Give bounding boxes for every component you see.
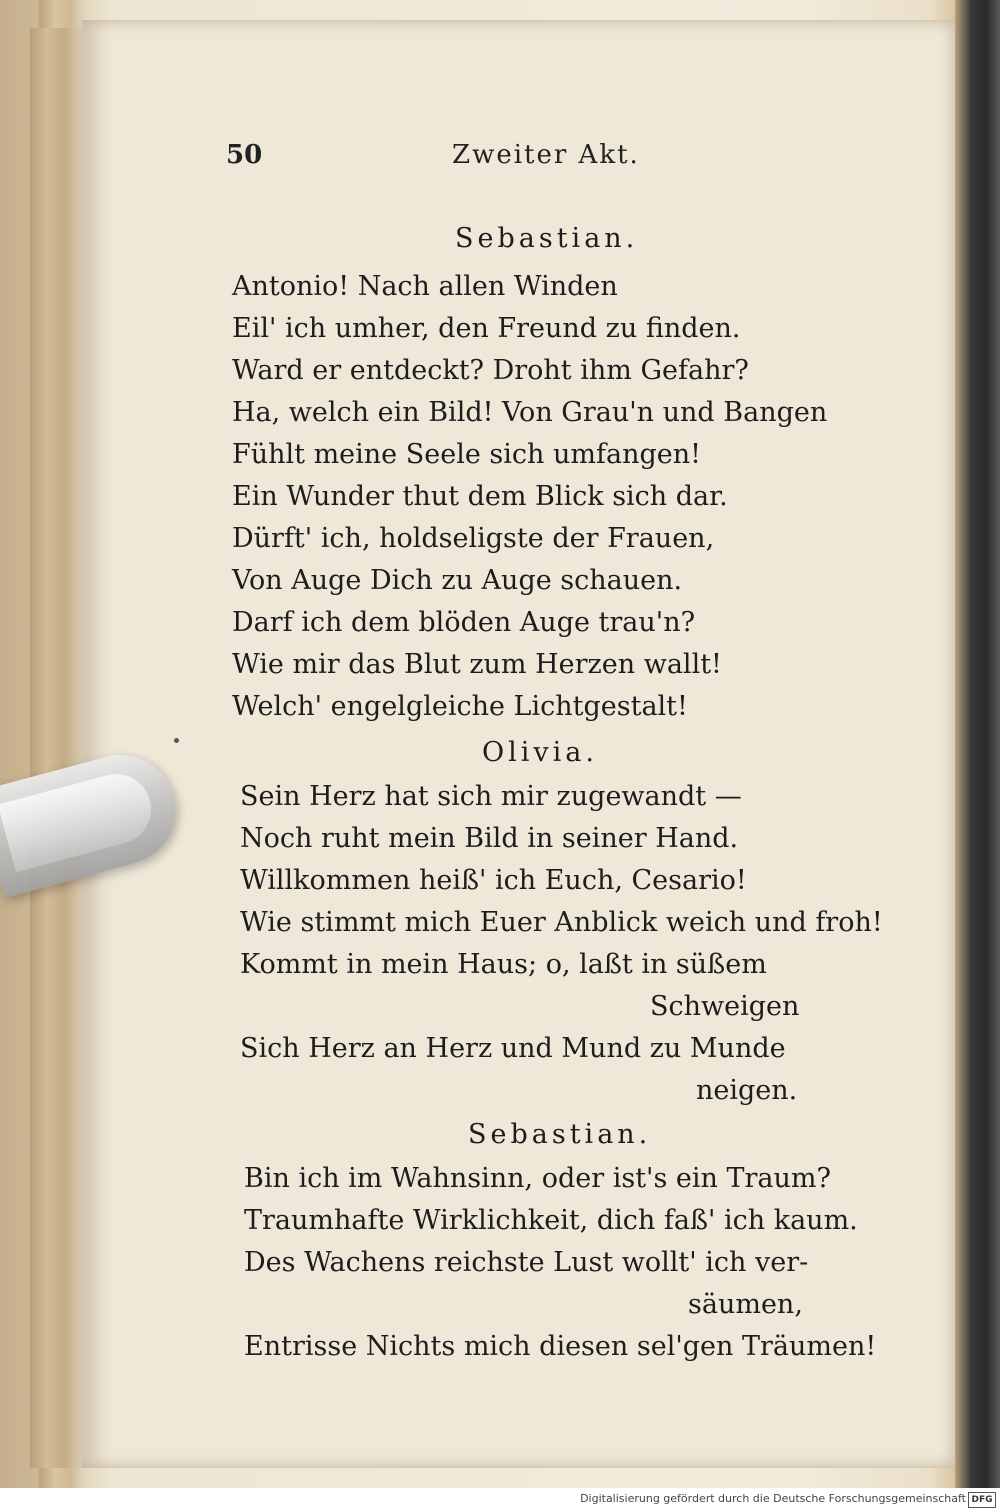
page-clip-highlight (0, 766, 159, 872)
book-edge-right (955, 0, 1000, 1512)
speaker-name: Sebastian. (468, 1119, 652, 1150)
page-number: 50 (226, 140, 263, 170)
book-binding-left (30, 28, 86, 1468)
verse-line-continuation: säumen, (688, 1289, 803, 1320)
verse-line-continuation: neigen. (696, 1075, 798, 1106)
verse-line: Entrisse Nichts mich diesen sel'gen Träumen! (244, 1331, 877, 1362)
speaker-name: Sebastian. (455, 223, 639, 254)
page-speck (174, 738, 179, 743)
verse-line: Wie stimmt mich Euer Anblick weich und froh! (240, 907, 883, 938)
verse-line: Sich Herz an Herz und Mund zu Munde (240, 1033, 786, 1064)
verse-line: Ward er entdeckt? Droht ihm Gefahr? (232, 355, 749, 386)
verse-line: Fühlt meine Seele sich umfangen! (232, 439, 701, 470)
speaker-name: Olivia. (482, 737, 598, 768)
verse-line: Dürft' ich, holdseligste der Frauen, (232, 523, 715, 554)
verse-line: Wie mir das Blut zum Herzen wallt! (232, 649, 722, 680)
verse-line: Des Wachens reichste Lust wollt' ich ver- (244, 1247, 809, 1278)
digitization-credit: Digitalisierung gefördert durch die Deutsche Forschungsgemeinschaft (580, 1492, 966, 1505)
verse-line-continuation: Schweigen (650, 991, 800, 1022)
verse-line: Ein Wunder thut dem Blick sich dar. (232, 481, 728, 512)
verse-line: Welch' engelgleiche Lichtgestalt! (232, 691, 688, 722)
page-header (0, 140, 1000, 180)
dfg-logo: DFG (968, 1492, 996, 1508)
verse-line: Noch ruht mein Bild in seiner Hand. (240, 823, 739, 854)
verse-line: Sein Herz hat sich mir zugewandt — (240, 781, 742, 812)
verse-line: Bin ich im Wahnsinn, oder ist's ein Traum? (244, 1163, 831, 1194)
verse-line: Von Auge Dich zu Auge schauen. (232, 565, 683, 596)
verse-line: Willkommen heiß' ich Euch, Cesario! (240, 865, 747, 896)
verse-line: Darf ich dem blöden Auge trau'n? (232, 607, 696, 638)
verse-line: Ha, welch ein Bild! Von Grau'n und Bangen (232, 397, 828, 428)
verse-line: Eil' ich umher, den Freund zu finden. (232, 313, 741, 344)
verse-line: Antonio! Nach allen Winden (232, 271, 618, 302)
verse-line: Kommt in mein Haus; o, laßt in süßem (240, 949, 767, 980)
running-head: Zweiter Akt. (452, 140, 640, 170)
verse-line: Traumhafte Wirklichkeit, dich faß' ich kaum. (244, 1205, 858, 1236)
